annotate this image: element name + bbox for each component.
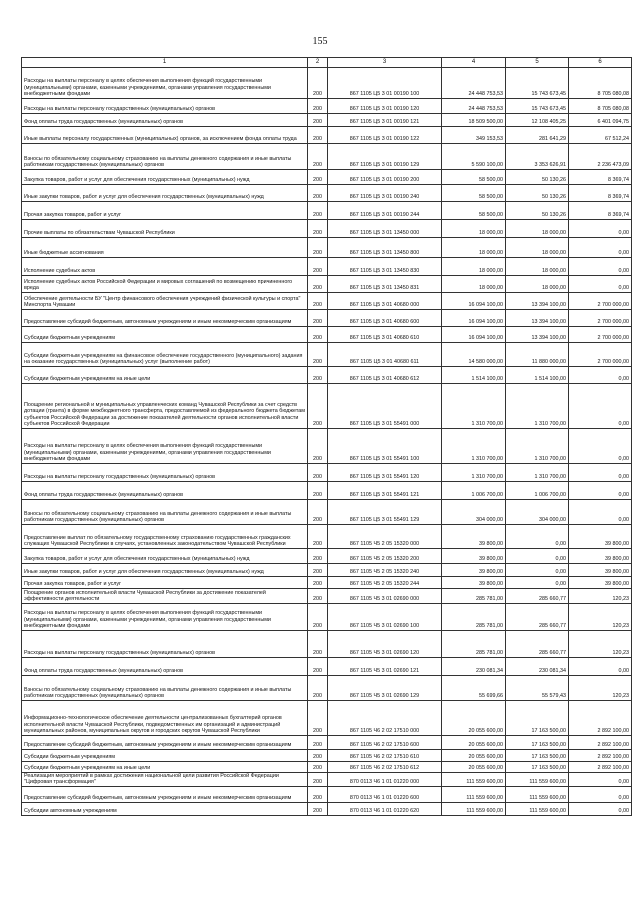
row-unexecuted-amount: 2 700 000,00 [569,327,632,343]
row-approved-amount: 16 094 100,00 [442,310,506,327]
row-approved-amount: 39 800,00 [442,549,506,564]
row-executed-amount: 13 394 100,00 [506,310,569,327]
row-description: Предоставление субсидий бюджетным, автономным учреждениям и иным некоммерческим организациям [22,310,308,327]
column-header: 5 [506,58,569,68]
row-budget-classification-code: 867 1105 Ц5 3 01 40680 611 [328,343,442,367]
row-budget-classification-code: 867 1105 Ц5 3 01 00190 129 [328,144,442,170]
table-row [22,384,632,429]
row-unexecuted-amount: 0,00 [569,429,632,464]
column-header: 2 [308,58,328,68]
row-executed-amount: 50 130,26 [506,185,569,202]
row-executed-amount: 1 006 700,00 [506,482,569,500]
row-budget-classification-code: 867 1105 Ч5 3 01 02690 100 [328,604,442,631]
row-unexecuted-amount: 120,23 [569,589,632,604]
row-budget-classification-code: 867 1105 Ч6 2 02 17510 600 [328,736,442,750]
row-approved-amount: 1 514 100,00 [442,367,506,384]
row-unexecuted-amount: 67 512,24 [569,127,632,144]
row-unexecuted-amount: 8 705 080,08 [569,68,632,99]
row-description: Фонд оплаты труда государственных (муниципальных) органов [22,114,308,127]
row-unexecuted-amount: 120,23 [569,676,632,701]
row-description: Предоставление субсидий бюджетным, автономным учреждениям и иным некоммерческим организациям [22,787,308,803]
row-description: Взносы по обязательному социальному страхованию на выплаты денежного содержания и иные выплаты работникам государственных (муниципальных) органов [22,500,308,525]
row-budget-classification-code: 867 1105 Ч5 2 05 15320 200 [328,549,442,564]
row-budget-classification-code: 867 1105 Ч5 3 01 02690 121 [328,658,442,676]
row-line-code: 200 [308,367,328,384]
row-executed-amount: 17 163 500,00 [506,701,569,736]
row-executed-amount: 11 880 000,00 [506,343,569,367]
row-approved-amount: 20 055 600,00 [442,736,506,750]
row-line-code: 200 [308,114,328,127]
row-unexecuted-amount: 0,00 [569,803,632,816]
row-budget-classification-code: 867 1105 Ц5 3 01 40680 612 [328,367,442,384]
row-description: Взносы по обязательному социальному страхованию на выплаты денежного содержания и иные выплаты работникам государственных (муниципальных) органов [22,676,308,701]
row-budget-classification-code: 867 1105 Ч5 3 01 02690 000 [328,589,442,604]
row-line-code: 200 [308,310,328,327]
row-budget-classification-code: 867 1105 Ц5 3 01 13450 831 [328,276,442,293]
row-executed-amount: 18 000,00 [506,238,569,258]
row-line-code: 200 [308,500,328,525]
row-unexecuted-amount: 8 369,74 [569,185,632,202]
row-line-code: 200 [308,127,328,144]
table-row [22,127,632,144]
row-description: Предоставление субсидий бюджетным, автономным учреждениям и иным некоммерческим организациям [22,736,308,750]
row-approved-amount: 16 094 100,00 [442,327,506,343]
row-budget-classification-code: 867 1105 Ч6 2 02 17510 000 [328,701,442,736]
row-approved-amount: 18 000,00 [442,238,506,258]
table-row [22,803,632,816]
row-description: Предоставление выплат по обязательному государственному страхованию государственных гражданских служащих Чувашской Республики в случаях, установленных законодательством Чувашской Республики [22,525,308,549]
table-row [22,577,632,589]
row-executed-amount: 17 163 500,00 [506,736,569,750]
row-description: Расходы на выплаты персоналу государственных (муниципальных) органов [22,464,308,482]
budget-table [21,57,632,816]
row-line-code: 200 [308,327,328,343]
row-line-code: 200 [308,464,328,482]
row-approved-amount: 58 500,00 [442,202,506,220]
row-line-code: 200 [308,658,328,676]
row-unexecuted-amount: 39 800,00 [569,549,632,564]
row-budget-classification-code: 867 1105 Ц5 3 01 13450 800 [328,238,442,258]
row-description: Иные выплаты персоналу государственных (муниципальных) органов, за исключением фонда оплаты труда [22,127,308,144]
row-executed-amount: 15 743 673,45 [506,99,569,114]
table-row [22,343,632,367]
row-executed-amount: 18 000,00 [506,220,569,238]
table-row [22,170,632,185]
row-description: Иные бюджетные ассигнования [22,238,308,258]
row-executed-amount: 285 660,77 [506,589,569,604]
row-description: Расходы на выплаты персоналу государственных (муниципальных) органов [22,99,308,114]
row-description: Прочая закупка товаров, работ и услуг [22,577,308,589]
row-budget-classification-code: 867 1105 Ч6 2 02 17510 610 [328,750,442,762]
row-unexecuted-amount: 8 705 080,08 [569,99,632,114]
row-executed-amount: 285 660,77 [506,604,569,631]
row-approved-amount: 58 500,00 [442,185,506,202]
row-line-code: 200 [308,549,328,564]
table-row [22,549,632,564]
row-unexecuted-amount: 8 369,74 [569,202,632,220]
row-line-code: 200 [308,701,328,736]
row-executed-amount: 0,00 [506,564,569,577]
table-row [22,429,632,464]
row-approved-amount: 24 448 753,53 [442,68,506,99]
row-unexecuted-amount: 0,00 [569,258,632,276]
row-approved-amount: 18 000,00 [442,220,506,238]
row-approved-amount: 285 781,00 [442,604,506,631]
row-approved-amount: 230 081,34 [442,658,506,676]
row-description: Фонд оплаты труда государственных (муниципальных) органов [22,658,308,676]
row-description: Закупка товаров, работ и услуг для обеспечения государственных (муниципальных) нужд [22,549,308,564]
table-row [22,750,632,762]
table-row [22,258,632,276]
row-description: Субсидии бюджетным учреждениям на финансовое обеспечение государственного (муниципального) задания на оказание государственных (муниципальных) услуг (выполнение работ) [22,343,308,367]
row-budget-classification-code: 867 1105 Ц5 3 01 55491 100 [328,429,442,464]
row-approved-amount: 5 590 100,00 [442,144,506,170]
table-row [22,787,632,803]
table-row [22,202,632,220]
table-row [22,220,632,238]
row-line-code: 200 [308,482,328,500]
row-executed-amount: 17 163 500,00 [506,750,569,762]
row-line-code: 200 [308,276,328,293]
column-header: 4 [442,58,506,68]
row-executed-amount: 111 559 600,00 [506,803,569,816]
column-header: 6 [569,58,632,68]
table-row [22,464,632,482]
row-unexecuted-amount: 2 700 000,00 [569,310,632,327]
table-row [22,773,632,787]
row-line-code: 200 [308,68,328,99]
table-row [22,114,632,127]
row-executed-amount: 0,00 [506,525,569,549]
table-row [22,676,632,701]
row-executed-amount: 18 000,00 [506,276,569,293]
row-budget-classification-code: 867 1105 Ц5 3 01 00190 244 [328,202,442,220]
table-row [22,367,632,384]
row-approved-amount: 304 000,00 [442,500,506,525]
row-approved-amount: 20 055 600,00 [442,762,506,773]
row-description: Субсидии бюджетным учреждениям [22,327,308,343]
row-unexecuted-amount: 0,00 [569,367,632,384]
row-executed-amount: 1 310 700,00 [506,384,569,429]
row-unexecuted-amount: 6 401 094,75 [569,114,632,127]
row-approved-amount: 1 310 700,00 [442,384,506,429]
table-row [22,185,632,202]
row-unexecuted-amount: 0,00 [569,773,632,787]
row-executed-amount: 12 108 405,25 [506,114,569,127]
row-budget-classification-code: 867 1105 Ц5 3 01 40680 600 [328,310,442,327]
row-approved-amount: 55 699,66 [442,676,506,701]
row-description: Информационно-технологическое обеспечение деятельности централизованных бухгалтерий органов исполнительной власти Чувашской Республики, подведомственных им организаций и администраций муниципальных районов, муниципальных округов и городских округов Чувашской Республики [22,701,308,736]
row-line-code: 200 [308,589,328,604]
row-unexecuted-amount: 120,23 [569,631,632,658]
row-budget-classification-code: 867 1105 Ц5 3 01 00190 200 [328,170,442,185]
row-unexecuted-amount: 0,00 [569,482,632,500]
row-budget-classification-code: 867 1105 Ч5 3 01 02690 129 [328,676,442,701]
row-description: Иные закупки товаров, работ и услуг для обеспечения государственных (муниципальных) нужд [22,185,308,202]
table-header-row [22,58,632,68]
table-row [22,589,632,604]
row-line-code: 200 [308,258,328,276]
row-unexecuted-amount: 2 892 100,00 [569,750,632,762]
row-approved-amount: 14 580 000,00 [442,343,506,367]
row-line-code: 200 [308,577,328,589]
row-description: Расходы на выплаты персоналу в целях обеспечения выполнения функций государственными (муниципальными) органами, казенными учреждениями, органами управления государственными внебюджетными фондами [22,429,308,464]
row-executed-amount: 55 579,43 [506,676,569,701]
row-budget-classification-code: 870 0113 Ч6 1 01 01220 620 [328,803,442,816]
row-approved-amount: 349 153,53 [442,127,506,144]
row-budget-classification-code: 867 1105 Ц5 3 01 00190 122 [328,127,442,144]
row-line-code: 200 [308,170,328,185]
row-budget-classification-code: 867 1105 Ч6 2 02 17510 612 [328,762,442,773]
table-row [22,238,632,258]
row-budget-classification-code: 867 1105 Ц5 3 01 55491 121 [328,482,442,500]
row-budget-classification-code: 867 1105 Ч5 2 05 15320 000 [328,525,442,549]
row-description: Расходы на выплаты персоналу в целях обеспечения выполнения функций государственными (муниципальными) органами, казенными учреждениями, органами управления государственными внебюджетными фондами [22,68,308,99]
row-description: Взносы по обязательному социальному страхованию на выплаты денежного содержания и иные выплаты работникам государственных (муниципальных) органов [22,144,308,170]
row-line-code: 200 [308,525,328,549]
table-row [22,525,632,549]
row-description: Исполнение судебных актов [22,258,308,276]
row-description: Реализация мероприятий в рамках достижения национальной цели развития Российской Федерации "Цифровая трансформация" [22,773,308,787]
row-description: Фонд оплаты труда государственных (муниципальных) органов [22,482,308,500]
column-header: 3 [328,58,442,68]
row-executed-amount: 17 163 500,00 [506,762,569,773]
row-approved-amount: 285 781,00 [442,589,506,604]
row-line-code: 200 [308,604,328,631]
table-row [22,736,632,750]
row-budget-classification-code: 867 1105 Ц5 3 01 55491 129 [328,500,442,525]
row-budget-classification-code: 867 1105 Ц5 3 01 13450 000 [328,220,442,238]
row-approved-amount: 285 781,00 [442,631,506,658]
row-approved-amount: 20 055 600,00 [442,750,506,762]
row-line-code: 200 [308,384,328,429]
table-row [22,99,632,114]
row-executed-amount: 285 660,77 [506,631,569,658]
row-unexecuted-amount: 39 800,00 [569,577,632,589]
page-number: 155 [312,36,328,47]
row-approved-amount: 24 448 753,53 [442,99,506,114]
row-description: Исполнение судебных актов Российской Федерации и мировых соглашений по возмещению причиненного вреда [22,276,308,293]
table-row [22,658,632,676]
row-executed-amount: 18 000,00 [506,258,569,276]
column-header: 1 [22,58,308,68]
row-unexecuted-amount: 2 236 473,09 [569,144,632,170]
row-description: Субсидии бюджетным учреждениям на иные цели [22,762,308,773]
row-line-code: 200 [308,202,328,220]
row-executed-amount: 304 000,00 [506,500,569,525]
row-approved-amount: 58 500,00 [442,170,506,185]
row-budget-classification-code: 867 1105 Ц5 3 01 13450 830 [328,258,442,276]
row-unexecuted-amount: 0,00 [569,464,632,482]
row-unexecuted-amount: 120,23 [569,604,632,631]
row-line-code: 200 [308,99,328,114]
row-approved-amount: 111 559 600,00 [442,803,506,816]
row-budget-classification-code: 867 1105 Ц5 3 01 40680 610 [328,327,442,343]
row-unexecuted-amount: 0,00 [569,787,632,803]
table-row [22,564,632,577]
row-description: Прочая закупка товаров, работ и услуг [22,202,308,220]
row-executed-amount: 0,00 [506,549,569,564]
row-unexecuted-amount: 8 369,74 [569,170,632,185]
row-budget-classification-code: 867 1105 Ц5 3 01 40680 000 [328,293,442,310]
row-unexecuted-amount: 2 700 000,00 [569,343,632,367]
row-executed-amount: 3 353 626,91 [506,144,569,170]
row-line-code: 200 [308,787,328,803]
row-approved-amount: 39 800,00 [442,577,506,589]
row-line-code: 200 [308,564,328,577]
row-description: Иные закупки товаров, работ и услуг для обеспечения государственных (муниципальных) нужд [22,564,308,577]
table-row [22,68,632,99]
row-unexecuted-amount: 0,00 [569,238,632,258]
row-executed-amount: 281 641,29 [506,127,569,144]
row-line-code: 200 [308,144,328,170]
row-description: Субсидии автономным учреждениям [22,803,308,816]
table-row [22,604,632,631]
row-executed-amount: 50 130,26 [506,170,569,185]
row-description: Поощрение региональной и муниципальных управленческих команд Чувашской Республики за счет средств дотации (гранта) в форме межбюджетного трансферта, предоставляемой из федерального бюджета бюджетам субъектов Российской Федерации за достижение показателей деятельности органов исполнительной власти субъектов Российской Федерации [22,384,308,429]
row-unexecuted-amount: 0,00 [569,658,632,676]
row-budget-classification-code: 867 1105 Ч5 2 05 15320 244 [328,577,442,589]
row-budget-classification-code: 867 1105 Ц5 3 01 00190 100 [328,68,442,99]
row-approved-amount: 1 310 700,00 [442,464,506,482]
row-line-code: 200 [308,238,328,258]
row-executed-amount: 13 394 100,00 [506,327,569,343]
table-row [22,701,632,736]
row-executed-amount: 0,00 [506,577,569,589]
row-description: Субсидии бюджетным учреждениям [22,750,308,762]
row-approved-amount: 20 055 600,00 [442,701,506,736]
row-budget-classification-code: 867 1105 Ч5 3 01 02690 120 [328,631,442,658]
row-line-code: 200 [308,762,328,773]
row-unexecuted-amount: 2 700 000,00 [569,293,632,310]
row-unexecuted-amount: 2 892 100,00 [569,762,632,773]
row-unexecuted-amount: 39 800,00 [569,525,632,549]
row-budget-classification-code: 867 1105 Ц5 3 01 00190 121 [328,114,442,127]
row-line-code: 200 [308,220,328,238]
row-unexecuted-amount: 0,00 [569,220,632,238]
row-executed-amount: 111 559 600,00 [506,787,569,803]
row-description: Субсидии бюджетным учреждениям на иные цели [22,367,308,384]
row-executed-amount: 50 130,26 [506,202,569,220]
row-approved-amount: 39 800,00 [442,525,506,549]
table-row [22,276,632,293]
row-executed-amount: 13 394 100,00 [506,293,569,310]
row-executed-amount: 15 743 673,45 [506,68,569,99]
row-executed-amount: 1 310 700,00 [506,464,569,482]
row-executed-amount: 111 559 600,00 [506,773,569,787]
row-description: Расходы на выплаты персоналу в целях обеспечения выполнения функций государственными (муниципальными) органами, казенными учреждениями, органами управления государственными внебюджетными фондами [22,604,308,631]
row-budget-classification-code: 867 1105 Ч5 2 05 15320 240 [328,564,442,577]
table-row [22,500,632,525]
row-line-code: 200 [308,676,328,701]
row-approved-amount: 18 000,00 [442,276,506,293]
row-budget-classification-code: 870 0113 Ч6 1 01 01220 600 [328,787,442,803]
row-budget-classification-code: 867 1105 Ц5 3 01 55491 120 [328,464,442,482]
table-row [22,293,632,310]
row-approved-amount: 111 559 600,00 [442,787,506,803]
row-executed-amount: 1 514 100,00 [506,367,569,384]
row-line-code: 200 [308,631,328,658]
row-approved-amount: 18 509 500,00 [442,114,506,127]
table-row [22,482,632,500]
row-line-code: 200 [308,185,328,202]
row-line-code: 200 [308,429,328,464]
row-description: Закупка товаров, работ и услуг для обеспечения государственных (муниципальных) нужд [22,170,308,185]
row-unexecuted-amount: 39 800,00 [569,564,632,577]
table-row [22,310,632,327]
row-line-code: 200 [308,803,328,816]
row-unexecuted-amount: 0,00 [569,384,632,429]
row-line-code: 200 [308,773,328,787]
table-row [22,327,632,343]
row-approved-amount: 39 800,00 [442,564,506,577]
row-approved-amount: 111 559 600,00 [442,773,506,787]
row-description: Обеспечение деятельности БУ "Центр финансового обеспечения учреждений физической культуры и спорта" Минспорта Чувашии [22,293,308,310]
row-approved-amount: 1 006 700,00 [442,482,506,500]
row-description: Расходы на выплаты персоналу государственных (муниципальных) органов [22,631,308,658]
row-unexecuted-amount: 0,00 [569,500,632,525]
row-description: Поощрение органов исполнительной власти Чувашской Республики за достижение показателей эффективности деятельности [22,589,308,604]
row-line-code: 200 [308,750,328,762]
row-approved-amount: 16 094 100,00 [442,293,506,310]
row-unexecuted-amount: 0,00 [569,276,632,293]
row-line-code: 200 [308,293,328,310]
row-approved-amount: 1 310 700,00 [442,429,506,464]
row-unexecuted-amount: 2 892 100,00 [569,736,632,750]
row-approved-amount: 18 000,00 [442,258,506,276]
row-line-code: 200 [308,736,328,750]
row-budget-classification-code: 867 1105 Ц5 3 01 00190 240 [328,185,442,202]
table-row [22,762,632,773]
row-unexecuted-amount: 2 892 100,00 [569,701,632,736]
row-line-code: 200 [308,343,328,367]
row-budget-classification-code: 867 1105 Ц5 3 01 55491 000 [328,384,442,429]
row-executed-amount: 230 081,34 [506,658,569,676]
table-row [22,144,632,170]
row-budget-classification-code: 870 0113 Ч6 1 01 01220 000 [328,773,442,787]
row-budget-classification-code: 867 1105 Ц5 3 01 00190 120 [328,99,442,114]
row-description: Прочие выплаты по обязательствам Чувашской Республики [22,220,308,238]
row-executed-amount: 1 310 700,00 [506,429,569,464]
table-row [22,631,632,658]
